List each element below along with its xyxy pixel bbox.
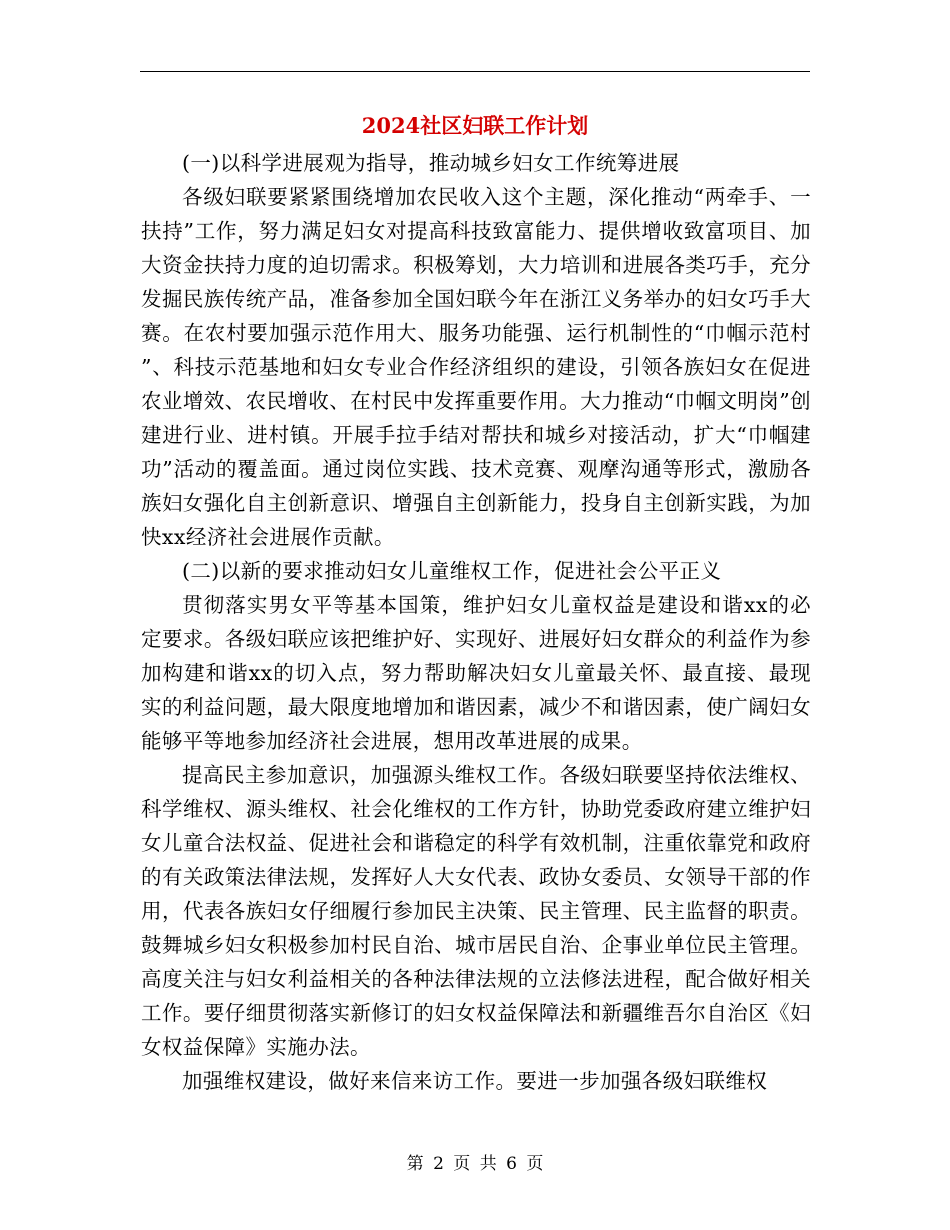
page-number-footer: 第 2 页 共 6 页 xyxy=(406,1154,544,1174)
header-rule xyxy=(140,71,810,72)
document-body xyxy=(141,146,811,1098)
section-heading-2: (二)以新的要求推动妇女儿童维权工作，促进社会公平正义 xyxy=(182,559,722,583)
body-paragraph: 加强维权建设，做好来信来访工作。要进一步加强各级妇联维权 xyxy=(182,1069,768,1093)
document-title: 2024社区妇联工作计划 xyxy=(361,113,589,138)
body-paragraph: 各级妇联要紧紧围绕增加农民收入这个主题，深化推动“两牵手、一扶持”工作，努力满足妇女对提高科技致富能力、提供增收致富项目、加大资金扶持力度的迫切需求。积极筹划，大力培训和进展各类巧手，充分发掘民族传统产品，准备参加全国妇联今年在浙江义务举办的妇女巧手大赛。在农村要加强示范作用大、服务功能强、运行机制性的“巾帼示范村 ”、科技示范基地和妇女专业合作经济组织的建设，引领各族妇女在促进农业增效、农民增收、在村民中发挥重要作用。大力推动“巾帼文明岗”创建进行业、进村镇。开展手拉手结对帮扶和城乡对接活动，扩大“巾帼建功”活动的覆盖面。通过岗位实践、技术竞赛、观摩沟通等形式，激励各族妇女强化自主创新意识、增强自主创新能力，投身自主创新实践，为加快xx经济社会进展作贡献。 xyxy=(141,185,811,549)
body-paragraph: 贯彻落实男女平等基本国策，维护妇女儿童权益是建设和谐xx的必定要求。各级妇联应该把维护好、实现好、进展好妇女群众的利益作为参加构建和谐xx的切入点，努力帮助解决妇女儿童最关怀、最直接、最现实的利益问题，最大限度地增加和谐因素，减少不和谐因素，使广阔妇女能够平等地参加经济社会进展，想用改革进展的成果。 xyxy=(141,593,811,753)
body-paragraph: 提高民主参加意识，加强源头维权工作。各级妇联要坚持依法维权、科学维权、源头维权、社会化维权的工作方针，协助党委政府建立维护妇女儿童合法权益、促进社会和谐稳定的科学有效机制，注重依靠党和政府的有关政策法律法规，发挥好人大女代表、政协女委员、女领导干部的作用，代表各族妇女仔细履行参加民主决策、民主管理、民主监督的职责。鼓舞城乡妇女积极参加村民自治、城市居民自治、企事业单位民主管理。高度关注与妇女利益相关的各种法律法规的立法修法进程，配合做好相关工作。要仔细贯彻落实新修订的妇女权益保障法和新疆维吾尔自治区《妇女权益保障》实施办法。 xyxy=(141,763,811,1059)
section-heading-1: (一)以科学进展观为指导，推动城乡妇女工作统筹进展 xyxy=(182,151,680,175)
